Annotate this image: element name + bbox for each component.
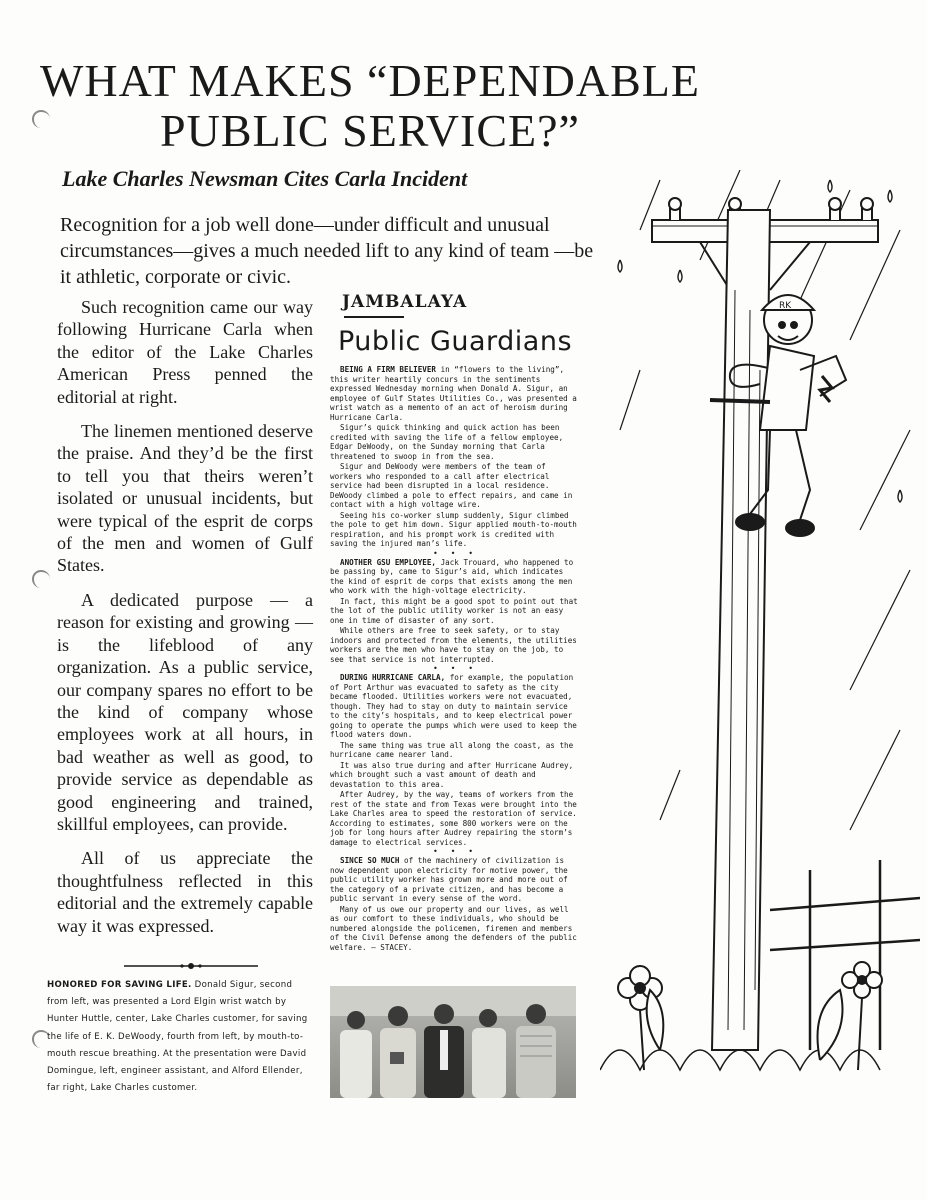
helmet-label: RK <box>779 301 792 311</box>
editorial-paragraph: Many of us owe our property and our lives, as well as our comfort to these individuals, who should be numbered alongside the policemen, firemen and members of the Civil Defense among the defenders of the public welfare. — STACEY. <box>330 904 577 952</box>
title-line-2: PUBLIC SERVICE?” <box>160 105 580 156</box>
page-title <box>40 56 700 156</box>
editorial-paragraph: Sigur and DeWoody were members of the team of workers who responded to a call after electrical service had been disrupted in a local residence. DeWoody climbed a pole to effect repairs, and came in contact with a high voltage wire. <box>330 462 573 509</box>
editorial-paragraph: It was also true during and after Hurricane Audrey, which brought such a vast amount of death and devastation to this area. <box>330 760 574 789</box>
intro-paragraph: All of us appreciate the thoughtfulness reflected in this editorial and the extremely capable way it was expressed. <box>57 848 313 936</box>
title-line-1: WHAT MAKES “DEPENDABLE <box>40 55 701 106</box>
intro-paragraph: A dedicated purpose — a reason for existing and growing — is the lifeblood of any organization. As a public service, our company spares no effort to be the kind of company whose employees work at all hours, in bad weather as well as good, to provide service as dependable as good engineering and trained, skillful employees, can provide. <box>57 589 313 834</box>
lead-paragraph: Recognition for a job well done—under difficult and unusual circumstances—gives a much needed lift to any kind of team —be it athletic, corporate or civic. <box>60 214 594 288</box>
lineman-cartoon <box>600 170 920 1100</box>
column-name: JAMBALAYA <box>342 292 468 312</box>
intro-paragraph: Such recognition came our way following Hurricane Carla when the editor of the Lake Charles American Press penned the editorial at right. <box>57 297 313 407</box>
editorial-paragraph: Seeing his co-worker slump suddenly, Sigur climbed the pole to get him down. Sigur applied mouth-to-mouth respiration, and his prompt work is credited with saving the injured man’s life. <box>330 510 577 548</box>
punch-hole-middle <box>32 570 50 588</box>
editorial-paragraph: The same thing was true all along the coast, as the hurricane came nearer land. <box>330 740 574 759</box>
editorial-paragraph: ANOTHER GSU EMPLOYEE, Jack Trouard, who happened to be passing by, came to Sigur’s aid, which indicates the kind of esprit de corps that exists among the men who work with the high-voltage electricity. <box>330 557 574 595</box>
editorial-text <box>330 365 580 952</box>
editorial-paragraph: In fact, this might be a good spot to point out that the lot of the public utility worker is not an easy one in time of disaster of any sort. <box>330 596 578 625</box>
photo-caption <box>47 977 309 1097</box>
section-separator: • • • <box>432 664 478 673</box>
section-separator: • • • <box>432 847 478 856</box>
subtitle: Lake Charles Newsman Cites Carla Incident <box>62 166 468 191</box>
intro-paragraph: The linemen mentioned deserve the praise. And they’d be the first to tell you that theirs weren’t isolated or unusual incidents, but were typical of the esprit de corps of the men and women of Gulf States. <box>57 421 313 576</box>
caption-lead: HONORED FOR SAVING LIFE. <box>47 980 192 990</box>
editorial-paragraph: DURING HURRICANE CARLA, for example, the population of Port Arthur was evacuated to safety as the city became flooded. Utilities workers were not evacuated, though. They had to stay on duty to maintain service to the city’s hospitals, and to keep electrical power going to operate the pumps which were used to keep the flood waters down. <box>330 673 577 739</box>
editorial-headline: Public Guardians <box>337 326 573 357</box>
editorial-paragraph: Sigur’s quick thinking and quick action has been credited with saving the life of a fellow employee, Edgar DeWoody, on the Sunday morning that Carla threatened to swoop in from the sea. <box>330 423 564 461</box>
editorial-paragraph: After Audrey, by the way, teams of workers from the rest of the state and from Texas were brought into the Lake Charles area to speed the restoration of service. According to estimates, some 800 workers were on the job for long hours after Audrey repairing the storm’s damage to electrical services. <box>330 790 577 847</box>
intro-column <box>57 296 313 949</box>
ornament-divider <box>124 962 258 970</box>
editorial-paragraph: SINCE SO MUCH of the machinery of civilization is now dependent upon electricity for motive power, the public utility worker has grown more and more out of the category of a private citizen, and has become a public servant in every sense of the word. <box>330 856 568 903</box>
caption-body: Donald Sigur, second from left, was presented a Lord Elgin wrist watch by Hunter Huttle, center, Lake Charles customer, for saving the life of E. K. DeWoody, fourth from left, by mouth-to-mouth rescue breathing. At the presentation were David Domingue, left, engineer assistant, and Alford Ellender, far right, Lake Charles customer. <box>47 980 308 1094</box>
section-separator: • • • <box>432 548 478 558</box>
editorial-column <box>330 292 580 953</box>
editorial-paragraph: BEING A FIRM BELIEVER in “flowers to the living”, this writer heartily concurs in the sentiments expressed Wednesday morning when Donald A. Sigur, an employee of Gulf States Utilities Co., was presented a wrist watch as a memento of an act of heroism during Hurricane Carla. <box>330 365 577 422</box>
award-photo <box>330 986 576 1098</box>
column-name-underline <box>344 316 404 318</box>
editorial-paragraph: While others are free to seek safety, or to stay indoors and protected from the elements, the utilities workers are the men who have to stay on the job, to see that service is not interrupted. <box>330 626 577 664</box>
